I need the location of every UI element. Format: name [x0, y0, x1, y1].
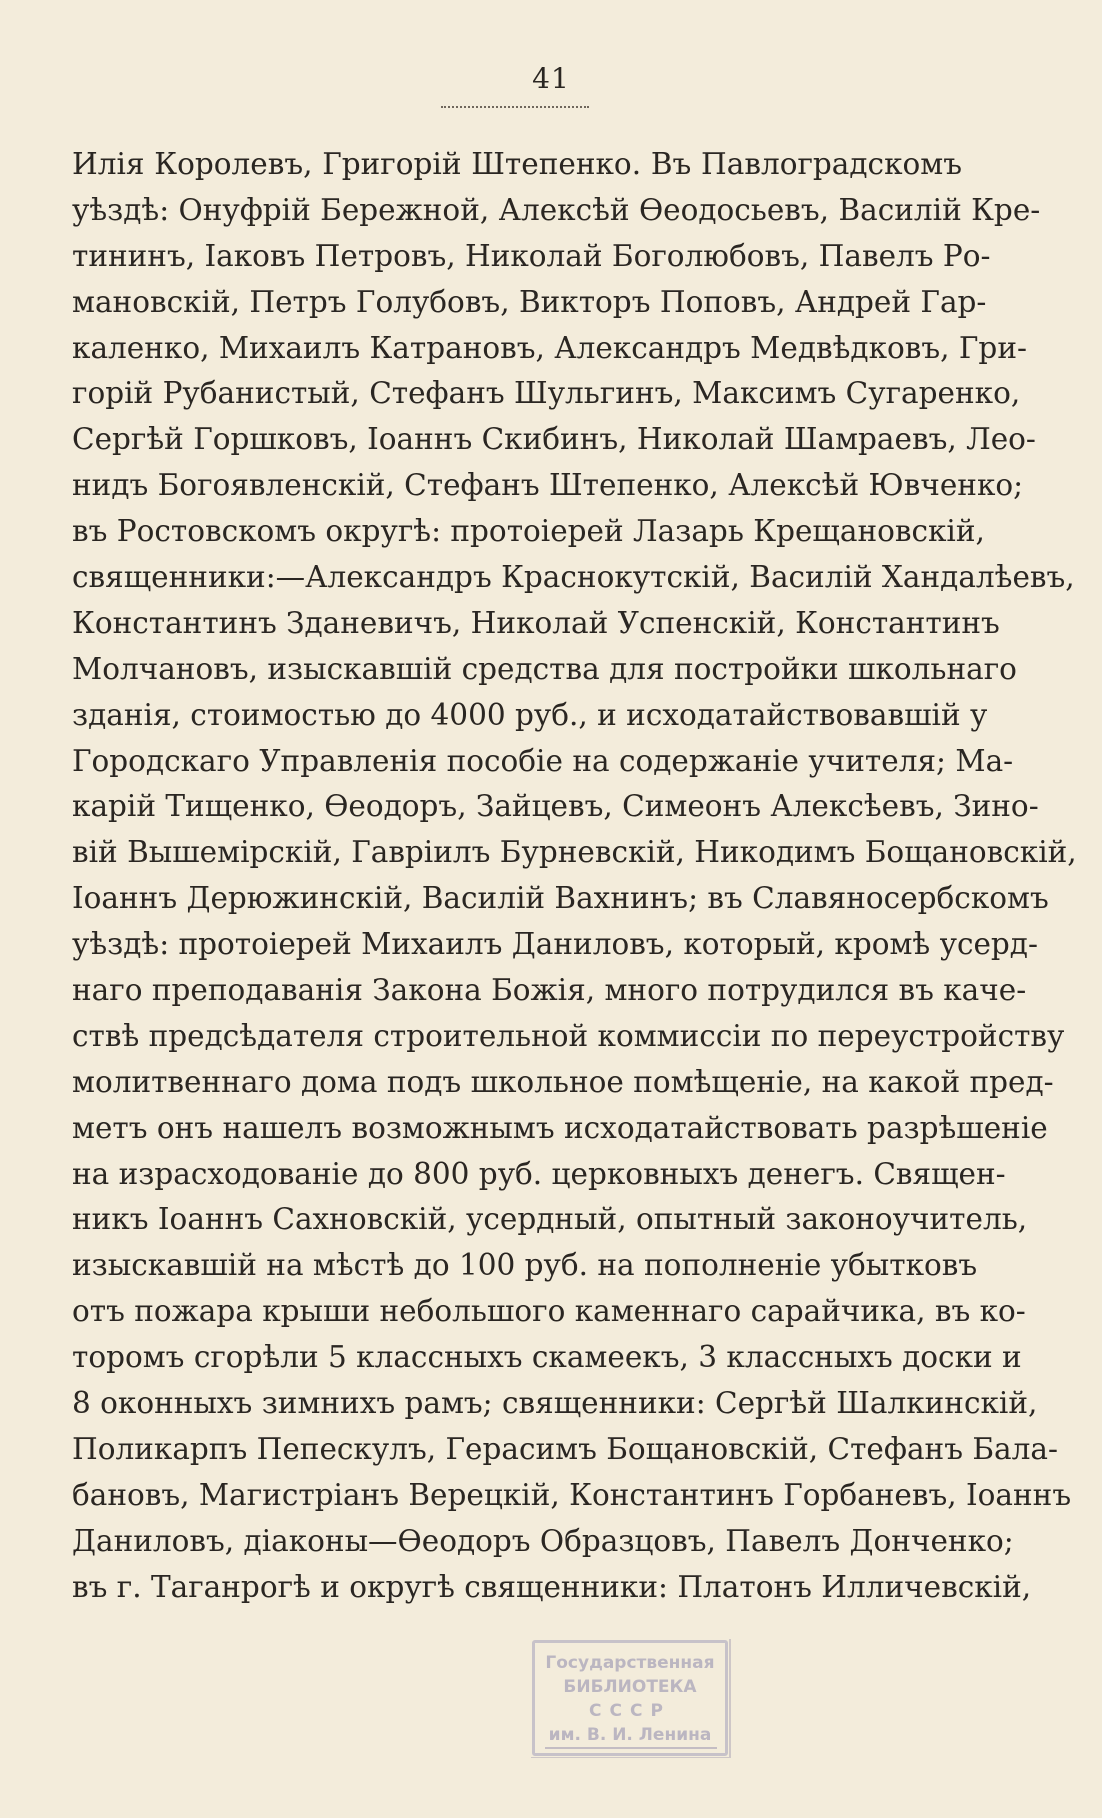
text-line: Даниловъ, діаконы—Ѳеодоръ Образцовъ, Павелъ Донченко;: [72, 1523, 1014, 1558]
text-line: каленко, Михаилъ Катрановъ, Александръ Медвѣдковъ, Гри-: [72, 330, 1027, 365]
text-line: въ Ростовскомъ округѣ: протоіерей Лазарь Крещановскій,: [72, 514, 985, 549]
text-line: наго преподаванія Закона Божія, много потрудился въ каче-: [72, 973, 1027, 1008]
text-line: тининъ, Іаковъ Петровъ, Николай Боголюбовъ, Павелъ Ро-: [72, 238, 991, 273]
stamp-line: Государственная: [545, 1653, 715, 1673]
text-line: Городскаго Управленія пособіе на содержаніе учителя; Ма-: [72, 743, 1014, 778]
library-stamp: [532, 1640, 728, 1756]
text-line: молитвеннаго дома подъ школьное помѣщеніе, на какой пред-: [72, 1064, 1054, 1099]
text-line: никъ Іоаннъ Сахновскій, усердный, опытный законоучитель,: [72, 1202, 1028, 1237]
body-text: [72, 142, 1077, 1611]
text-line: Іоаннъ Дерюжинскій, Василій Вахнинъ; въ Славяносербскомъ: [72, 881, 1049, 916]
text-line: 8 оконныхъ зимнихъ рамъ; священники: Сергѣй Шалкинскій,: [72, 1386, 1038, 1421]
page-number-rule: [441, 106, 589, 108]
text-line: уѣздѣ: протоіерей Михаилъ Даниловъ, который, кромѣ усерд-: [72, 927, 1038, 962]
stamp-line: СССР: [589, 1701, 671, 1721]
text-line: Поликарпъ Пепескулъ, Герасимъ Бощановскій, Стефанъ Бала-: [72, 1431, 1058, 1466]
text-line: Сергѣй Горшковъ, Іоаннъ Скибинъ, Николай Шамраевъ, Лео-: [72, 422, 1036, 457]
text-line: горій Рубанистый, Стефанъ Шульгинъ, Максимъ Сугаренко,: [72, 376, 1021, 411]
text-line: бановъ, Магистріанъ Верецкій, Константинъ Горбаневъ, Іоаннъ: [72, 1477, 1072, 1512]
text-line: зданія, стоимостью до 4000 руб., и исходатайствовавшій у: [72, 697, 988, 732]
text-line: нидъ Богоявленскій, Стефанъ Штепенко, Алексѣй Ювченко;: [72, 468, 1024, 503]
stamp-line: им. В. И. Ленина: [548, 1725, 712, 1745]
text-line: изыскавшій на мѣстѣ до 100 руб. на пополненіе убытковъ: [72, 1248, 978, 1283]
text-line: Константинъ Зданевичъ, Николай Успенскій, Константинъ: [72, 605, 1000, 640]
text-line: Молчановъ, изыскавшій средства для постройки школьнаго: [72, 651, 1017, 686]
stamp-line: БИБЛИОТЕКА: [563, 1677, 697, 1697]
text-line: на израсходованіе до 800 руб. церковныхъ денегъ. Священ-: [72, 1156, 1006, 1191]
text-line: ствѣ предсѣдателя строительной коммиссіи по переустройству: [72, 1018, 1065, 1053]
text-line: торомъ сгорѣли 5 классныхъ скамеекъ, 3 классныхъ доски и: [72, 1340, 1022, 1375]
text-line: Илія Королевъ, Григорій Штепенко. Въ Павлоградскомъ: [72, 147, 962, 181]
text-line: карій Тищенко, Ѳеодоръ, Зайцевъ, Симеонъ Алексѣевъ, Зино-: [72, 789, 1039, 824]
page-number: 41: [532, 62, 570, 95]
text-line: уѣздѣ: Онуфрій Бережной, Алексѣй Ѳеодосьевъ, Василій Кре-: [72, 192, 1041, 227]
text-line: вій Вышемірскій, Гавріилъ Бурневскій, Никодимъ Бощановскій,: [72, 835, 1077, 870]
text-line: отъ пожара крыши небольшого каменнаго сарайчика, въ ко-: [72, 1294, 1026, 1329]
text-line: священники:—Александръ Краснокутскій, Василій Хандалѣевъ,: [72, 560, 1075, 595]
text-line: въ г. Таганрогѣ и округѣ священники: Платонъ Илличевскій,: [72, 1569, 1032, 1604]
text-line: метъ онъ нашелъ возможнымъ исходатайствовать разрѣшеніе: [72, 1110, 1048, 1145]
text-line: мановскій, Петръ Голубовъ, Викторъ Поповъ, Андрей Гар-: [72, 284, 987, 319]
